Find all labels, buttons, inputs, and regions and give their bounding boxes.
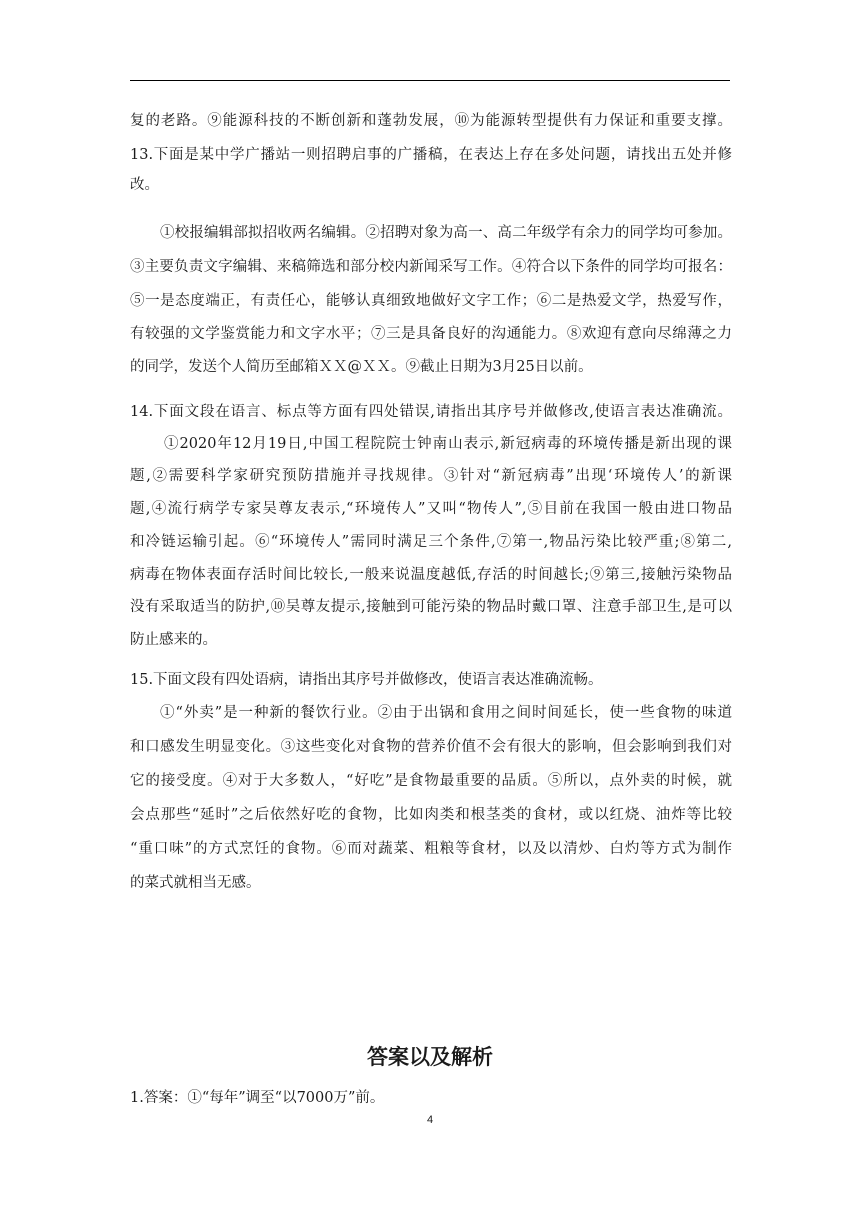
q15-passage-line-3: 它的接受度。④对于大多数人，“好吃”是食物最重要的品质。⑤所以，点外卖的时候，就 xyxy=(130,773,732,789)
q14-passage-line-1: ①2020年12月19日,中国工程院院士钟南山表示,新冠病毒的环境传播是新出现的课 xyxy=(164,436,732,452)
header-rule xyxy=(130,80,730,81)
q15-passage-line-2: 和口感发生明显变化。③这些变化对食物的营养价值不会有很大的影响，但会影响到我们对 xyxy=(130,739,732,755)
q15-passage-line-6: 的菜式就相当无感。 xyxy=(130,875,261,891)
q14-passage-line-3: 题,④流行病学专家吴尊友表示,“环境传人”又叫“物传人”,⑤目前在我国一般由进口物品 xyxy=(130,501,732,517)
q13-prompt-line-2: 改。 xyxy=(130,177,159,193)
q14-passage-line-4: 和冷链运输引起。⑥“环境传人”需同时满足三个条件,⑦第一,物品污染比较严重;⑧第二, xyxy=(130,534,732,550)
q14-passage-line-6: 没有采取适当的防护,⑩吴尊友提示,接触到可能污染的物品时戴口罩、注意手部卫生,是可以 xyxy=(130,599,732,615)
q13-prompt-line-1: 13.下面是某中学广播站一则招聘启事的广播稿，在表达上存在多处问题，请找出五处并修 xyxy=(130,147,732,163)
answers-title: 答案以及解析 xyxy=(367,1045,493,1069)
q15-passage-line-4: 会点那些“延时”之后依然好吃的食物，比如肉类和根茎类的食材，或以红烧、油炸等比较 xyxy=(130,807,732,823)
answer-1: 1.答案：①“每年”调至“以7000万”前。 xyxy=(130,1090,385,1106)
page-number: 4 xyxy=(426,1114,434,1126)
q15-passage-line-5: “重口味”的方式烹饪的食物。⑥而对蔬菜、粗粮等食材，以及以清炒、白灼等方式为制作 xyxy=(130,841,732,857)
q15-prompt: 15.下面文段有四处语病，请指出其序号并做修改，使语言表达准确流畅。 xyxy=(130,672,603,688)
q13-passage-line-2: ③主要负责文字编辑、来稿筛选和部分校内新闻采写工作。④符合以下条件的同学均可报名： xyxy=(130,259,732,275)
q14-passage-line-7: 防止感来的。 xyxy=(130,632,217,648)
q13-passage-line-3: ⑤一是态度端正，有责任心，能够认真细致地做好文字工作；⑥二是热爱文学，热爱写作， xyxy=(130,293,732,309)
q14-passage-line-2: 题,②需要科学家研究预防措施并寻找规律。③针对“新冠病毒”出现‘环境传人’的新课 xyxy=(130,468,732,484)
q14-passage-line-5: 病毒在物体表面存活时间比较长,一般来说温度越低,存活的时间越长;⑨第三,接触污染物品 xyxy=(130,567,732,583)
q15-passage-line-1: ①“外卖”是一种新的餐饮行业。②由于出锅和食用之间时间延长，使一些食物的味道 xyxy=(160,705,732,721)
q12-tail-line: 复的老路。⑨能源科技的不断创新和蓬勃发展，⑩为能源转型提供有力保证和重要支撑。 xyxy=(130,113,732,129)
q13-passage-line-1: ①校报编辑部拟招收两名编辑。②招聘对象为高一、高二年级学有余力的同学均可参加。 xyxy=(160,225,732,241)
q14-prompt: 14.下面文段在语言、标点等方面有四处错误,请指出其序号并做修改,使语言表达准确流。 xyxy=(130,404,732,420)
q13-passage-line-5: 的同学，发送个人简历至邮箱ＸＸ@ＸＸ。⑨截止日期为3月25日以前。 xyxy=(130,359,593,375)
q13-passage-line-4: 有较强的文学鉴赏能力和文字水平；⑦三是具备良好的沟通能力。⑧欢迎有意向尽绵薄之力 xyxy=(130,326,732,342)
